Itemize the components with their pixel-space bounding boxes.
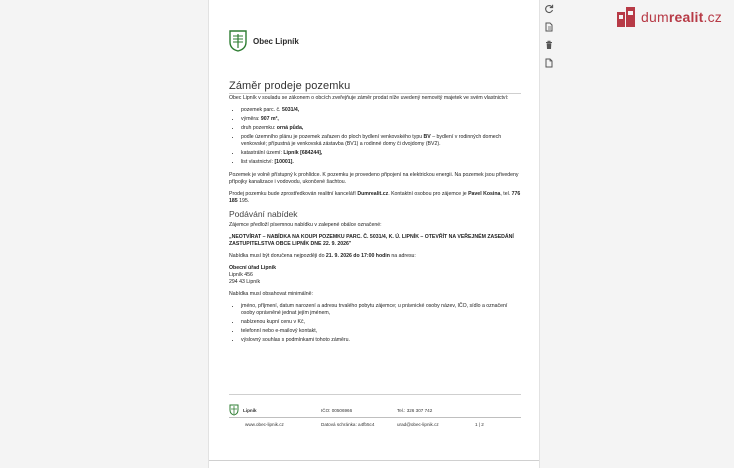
title-divider (229, 93, 521, 94)
side-toolbar (544, 4, 554, 68)
footer-phone: Tel.: 326 307 742 (397, 407, 433, 413)
trash-icon[interactable] (544, 40, 554, 50)
document-footer (229, 405, 521, 429)
envelope-label: „NEOTVÍRAT – NABÍDKA NA KOUPI POZEMKU PARC. Č. 5031/4, K. Ú. LIPNÍK – OTEVŘÍT NA VEŘEJNÉM ZASEDÁNÍ ZASTUPITELSTVA OBCE LIPNÍK DNE 22. 9. 2026" (229, 234, 514, 247)
document-title: Záměr prodeje pozemku (229, 80, 351, 92)
page-number: 1 | 2 (475, 421, 484, 427)
list-item: • druh pozemku: orná půda, (241, 125, 521, 132)
document-page (208, 0, 540, 468)
list-item: • katastrální území: Lipník [684244], (241, 150, 521, 157)
address-block: Obecní úřad Lipník Lipník 456 294 43 Lipník (229, 265, 276, 285)
municipal-crest-icon (229, 404, 239, 416)
page-bottom-edge (209, 460, 539, 461)
brand-name: dumrealit.cz (641, 9, 723, 25)
list-item: • výslovný souhlas s podmínkami tohoto záměru. (241, 337, 521, 344)
brand-logo[interactable] (616, 6, 722, 28)
municipal-crest-icon (229, 30, 247, 52)
document-icon[interactable] (544, 58, 554, 68)
sale-text: Prodej pozemku bude zprostředkován realitní kanceláří Dumrealit.cz. Kontaktní osobou pro zájemce je Pavel Kosina, tel. 776 185 195. (229, 191, 521, 204)
section-heading: Podávání nabídek (229, 209, 298, 219)
intro-text: Obec Lipník v souladu se zákonem o obcích zveřejňuje záměr prodat níže uvedený nemovitý majetek ve svém vlastnictví: (229, 95, 509, 101)
house-logo-icon (616, 6, 636, 28)
document-header (229, 30, 299, 52)
list-item: • list vlastnictví: [10001]. (241, 159, 521, 166)
requirements-list (229, 303, 521, 344)
footer-email[interactable]: urad@obec-lipnik.cz (397, 421, 439, 427)
list-item: • pozemek parc. č. 5031/4, (241, 107, 521, 114)
footer-divider (229, 394, 521, 395)
footer-divider (229, 417, 521, 418)
header-title: Obec Lipník (253, 36, 299, 46)
deadline-text: Nabídka musí být doručena nejpozději do 21. 9. 2026 do 17:00 hodin na adresu: (229, 253, 416, 259)
copy-document-icon[interactable] (544, 22, 554, 32)
footer-name: Lipník (243, 407, 257, 413)
list-item: • jméno, příjmení, datum narození a adresu trvalého pobytu zájemce; u právnické osoby název, IČO, sídlo a označení osoby oprávněné jednat jejím jménem, (241, 303, 521, 317)
list-item: • nabízenou kupní cenu v Kč, (241, 319, 521, 326)
footer-datova: Datová schránka: a4fb5c4 (321, 421, 375, 427)
access-text: Pozemek je volně přístupný k prohlídce. K pozemku je provedeno připojení na elektrickou energii. Na pozemek jsou přivedeny přípojky kanalizace i vodovodu, ukončené šachtou. (229, 172, 519, 185)
document-body (229, 95, 521, 350)
offers-intro: Zájemce předloží písemnou nabídku v zalepené obálce označené: (229, 222, 382, 228)
list-item: • podle územního plánu je pozemek zařazen do ploch bydlení venkovského typu BV – bydlení v rodinných domech venkovské; přípustná je venkovská zástavba (BV1) a rodinné domy či dvojdomy (BV2). (241, 134, 521, 148)
refresh-icon[interactable] (544, 4, 554, 14)
list-item: • telefonní nebo e-mailový kontakt, (241, 328, 521, 335)
footer-ico: IČO: 00506966 (321, 407, 353, 413)
list-item: • výměra: 907 m², (241, 116, 521, 123)
footer-web[interactable]: www.obec-lipnik.cz (245, 421, 284, 427)
must-contain-text: Nabídka musí obsahovat minimálně: (229, 291, 313, 297)
property-list (229, 107, 521, 166)
